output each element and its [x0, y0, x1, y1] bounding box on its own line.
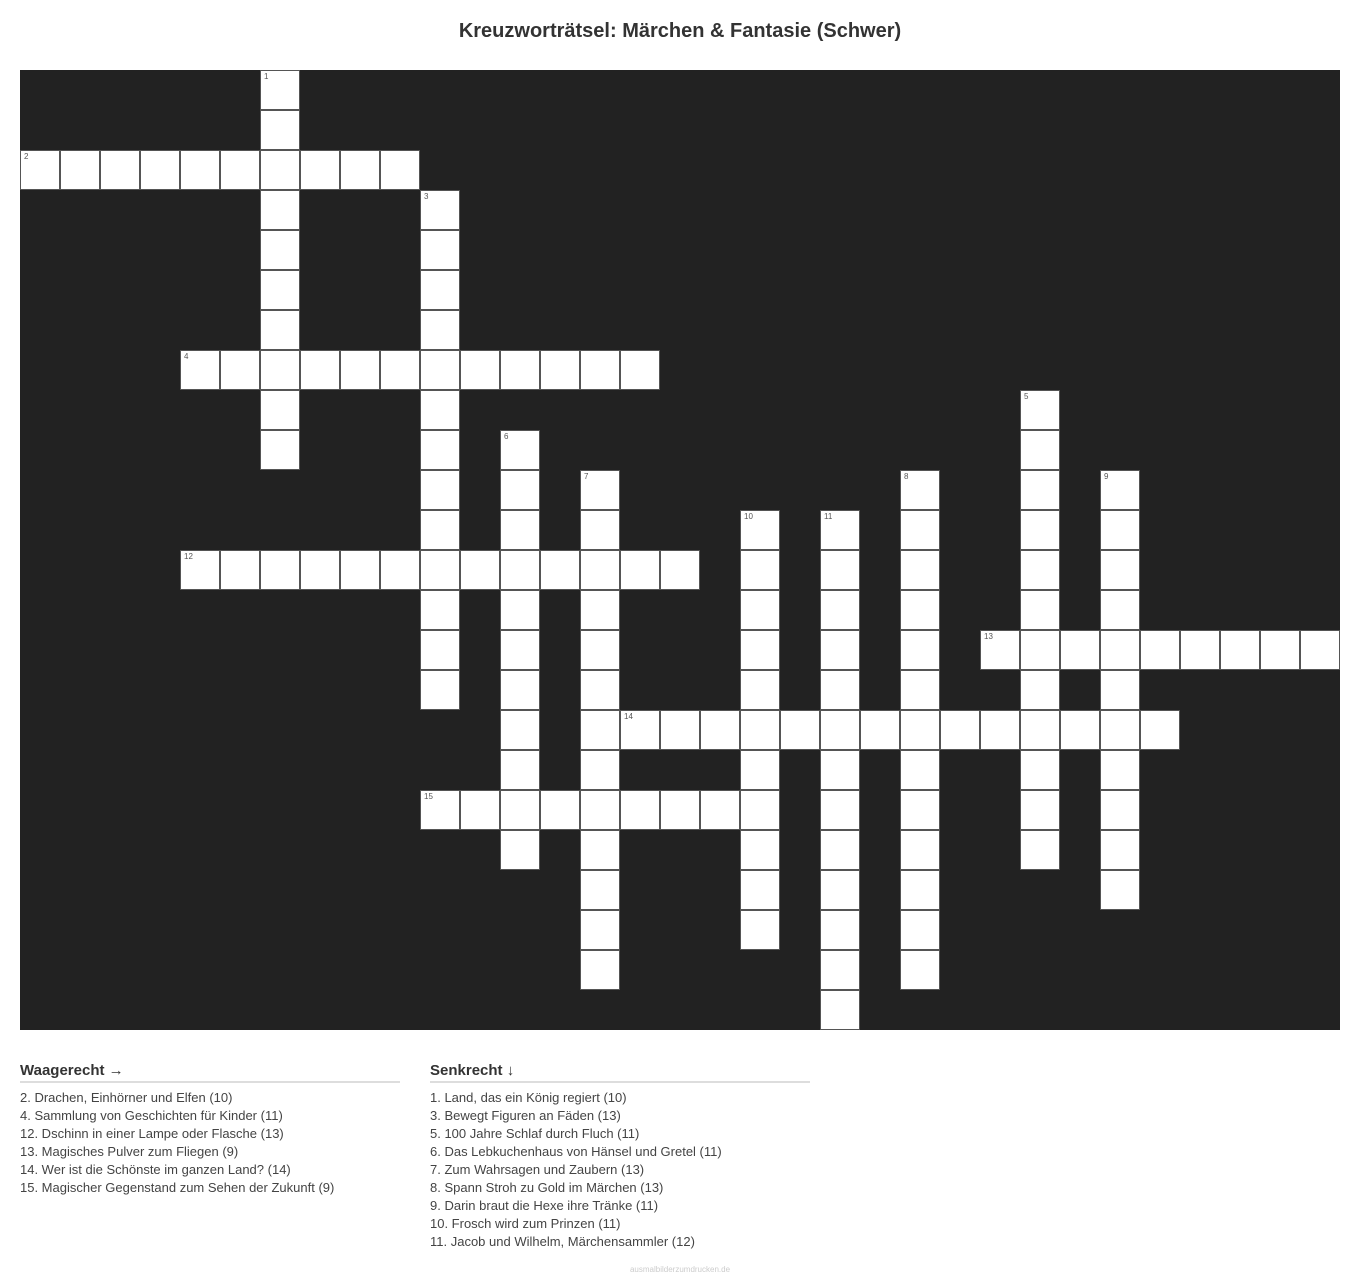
grid-cell[interactable]	[420, 350, 460, 390]
grid-cell[interactable]	[500, 510, 540, 550]
grid-cell[interactable]	[580, 710, 620, 750]
grid-cell[interactable]	[180, 150, 220, 190]
across-clue: 14. Wer ist die Schönste im ganzen Land? (14)	[20, 1162, 291, 1177]
clue-number: 2	[24, 152, 29, 161]
grid-cell[interactable]	[1300, 630, 1340, 670]
grid-cell[interactable]	[820, 750, 860, 790]
grid-cell[interactable]	[900, 510, 940, 550]
grid-cell[interactable]	[580, 670, 620, 710]
grid-cell[interactable]	[260, 310, 300, 350]
down-clue: 6. Das Lebkuchenhaus von Hänsel und Gretel (11)	[430, 1144, 722, 1159]
grid-cell[interactable]	[940, 710, 980, 750]
grid-cell[interactable]	[1020, 750, 1060, 790]
grid-cell[interactable]	[420, 550, 460, 590]
clue-number: 14	[624, 712, 633, 721]
grid-cell[interactable]	[860, 710, 900, 750]
grid-cell[interactable]	[420, 430, 460, 470]
grid-cell[interactable]	[900, 710, 940, 750]
grid-cell[interactable]	[140, 150, 180, 190]
grid-cell[interactable]	[580, 630, 620, 670]
grid-cell[interactable]	[420, 230, 460, 270]
grid-cell[interactable]	[340, 350, 380, 390]
grid-cell[interactable]	[1220, 630, 1260, 670]
down-clue: 9. Darin braut die Hexe ihre Tränke (11)	[430, 1198, 659, 1213]
down-heading: Senkrecht ↓	[430, 1062, 810, 1083]
grid-cell[interactable]	[900, 950, 940, 990]
grid-cell[interactable]	[700, 790, 740, 830]
grid-cell[interactable]	[340, 150, 380, 190]
grid-cell[interactable]	[1020, 390, 1060, 430]
down-clue-list	[430, 1089, 810, 1251]
grid-cell[interactable]	[1100, 870, 1140, 910]
grid-cell[interactable]	[740, 590, 780, 630]
grid-cell[interactable]	[500, 830, 540, 870]
grid-cell[interactable]	[380, 150, 420, 190]
grid-cell[interactable]	[1020, 790, 1060, 830]
grid-cell[interactable]	[1020, 510, 1060, 550]
grid-cell[interactable]	[740, 630, 780, 670]
across-heading: Waagerecht →	[20, 1062, 400, 1083]
down-clue: 11. Jacob und Wilhelm, Märchensammler (12)	[430, 1234, 695, 1249]
clue-number: 1	[264, 72, 269, 81]
grid-cell[interactable]	[740, 510, 780, 550]
grid-cell[interactable]	[420, 470, 460, 510]
clue-number: 9	[1104, 472, 1109, 481]
grid-cell[interactable]	[820, 870, 860, 910]
down-clue: 8. Spann Stroh zu Gold im Märchen (13)	[430, 1180, 664, 1195]
grid-cell[interactable]	[340, 550, 380, 590]
grid-cell[interactable]	[820, 990, 860, 1030]
across-clue: 13. Magisches Pulver zum Fliegen (9)	[20, 1144, 239, 1159]
clue-number: 4	[184, 352, 189, 361]
grid-cell[interactable]	[900, 910, 940, 950]
grid-cell[interactable]	[300, 550, 340, 590]
grid-cell[interactable]	[900, 750, 940, 790]
grid-cell[interactable]	[1020, 430, 1060, 470]
grid-cell[interactable]	[1100, 470, 1140, 510]
grid-cell[interactable]	[220, 350, 260, 390]
grid-cell[interactable]	[460, 350, 500, 390]
grid-cell[interactable]	[740, 870, 780, 910]
grid-cell[interactable]	[260, 150, 300, 190]
grid-cell[interactable]	[660, 550, 700, 590]
across-clue: 4. Sammlung von Geschichten für Kinder (11)	[20, 1108, 283, 1123]
grid-cell[interactable]	[460, 790, 500, 830]
grid-cell[interactable]	[420, 590, 460, 630]
grid-cell[interactable]	[900, 470, 940, 510]
grid-cell[interactable]	[500, 790, 540, 830]
grid-cell[interactable]	[260, 270, 300, 310]
grid-cell[interactable]	[500, 350, 540, 390]
grid-cell[interactable]	[500, 670, 540, 710]
grid-cell[interactable]	[740, 750, 780, 790]
down-clue: 7. Zum Wahrsagen und Zaubern (13)	[430, 1162, 645, 1177]
grid-cell[interactable]	[220, 550, 260, 590]
grid-cell[interactable]	[260, 430, 300, 470]
grid-cell[interactable]	[260, 350, 300, 390]
grid-cell[interactable]	[900, 590, 940, 630]
grid-cell[interactable]	[1140, 710, 1180, 750]
grid-cell[interactable]	[500, 630, 540, 670]
grid-cell[interactable]	[260, 70, 300, 110]
grid-cell[interactable]	[260, 550, 300, 590]
grid-cell[interactable]	[820, 910, 860, 950]
down-clue: 10. Frosch wird zum Prinzen (11)	[430, 1216, 621, 1231]
across-clue: 12. Dschinn in einer Lampe oder Flasche (13)	[20, 1126, 284, 1141]
grid-cell[interactable]	[740, 550, 780, 590]
clue-number: 10	[744, 512, 753, 521]
grid-cell[interactable]	[980, 630, 1020, 670]
clue-number: 15	[424, 792, 433, 801]
grid-cell[interactable]	[740, 710, 780, 750]
grid-cell[interactable]	[620, 790, 660, 830]
grid-cell[interactable]	[500, 430, 540, 470]
down-clue: 3. Bewegt Figuren an Fäden (13)	[430, 1108, 621, 1123]
grid-cell[interactable]	[740, 910, 780, 950]
grid-cell[interactable]	[1060, 630, 1100, 670]
grid-cell[interactable]	[100, 150, 140, 190]
grid-cell[interactable]	[1100, 750, 1140, 790]
grid-cell[interactable]	[300, 350, 340, 390]
grid-cell[interactable]	[820, 630, 860, 670]
across-clues	[20, 1062, 400, 1197]
grid-cell[interactable]	[380, 550, 420, 590]
grid-cell[interactable]	[1100, 670, 1140, 710]
grid-cell[interactable]	[500, 590, 540, 630]
grid-cell[interactable]	[420, 630, 460, 670]
grid-cell[interactable]	[820, 510, 860, 550]
grid-cell[interactable]	[540, 350, 580, 390]
grid-cell[interactable]	[580, 470, 620, 510]
clue-number: 3	[424, 192, 429, 201]
grid-cell[interactable]	[1020, 710, 1060, 750]
grid-cell[interactable]	[580, 830, 620, 870]
grid-cell[interactable]	[500, 750, 540, 790]
grid-cell[interactable]	[420, 190, 460, 230]
across-clue: 15. Magischer Gegenstand zum Sehen der Zukunft (9)	[20, 1180, 335, 1195]
grid-cell[interactable]	[1100, 790, 1140, 830]
grid-cell[interactable]	[220, 150, 260, 190]
grid-cell[interactable]	[420, 310, 460, 350]
down-clue: 1. Land, das ein König regiert (10)	[430, 1090, 627, 1105]
grid-cell[interactable]	[1020, 670, 1060, 710]
grid-cell[interactable]	[820, 710, 860, 750]
grid-cell[interactable]	[580, 590, 620, 630]
grid-cell[interactable]	[180, 350, 220, 390]
grid-cell[interactable]	[420, 510, 460, 550]
grid-cell[interactable]	[660, 790, 700, 830]
clue-number: 7	[584, 472, 589, 481]
grid-cell[interactable]	[620, 710, 660, 750]
grid-cell[interactable]	[580, 550, 620, 590]
grid-cell[interactable]	[1020, 830, 1060, 870]
grid-cell[interactable]	[380, 350, 420, 390]
down-clues	[430, 1062, 810, 1251]
grid-cell[interactable]	[1100, 710, 1140, 750]
grid-cell[interactable]	[1100, 590, 1140, 630]
grid-cell[interactable]	[780, 710, 820, 750]
grid-cell[interactable]	[1100, 550, 1140, 590]
grid-cell[interactable]	[900, 630, 940, 670]
grid-cell[interactable]	[260, 190, 300, 230]
clue-number: 8	[904, 472, 909, 481]
grid-cell[interactable]	[580, 750, 620, 790]
grid-cell[interactable]	[1020, 550, 1060, 590]
grid-cell[interactable]	[980, 710, 1020, 750]
grid-cell[interactable]	[580, 950, 620, 990]
grid-cell[interactable]	[740, 670, 780, 710]
grid-cell[interactable]	[1100, 830, 1140, 870]
grid-cell[interactable]	[300, 150, 340, 190]
grid-cell[interactable]	[900, 670, 940, 710]
grid-cell[interactable]	[660, 710, 700, 750]
grid-cell[interactable]	[900, 550, 940, 590]
clue-number: 6	[504, 432, 509, 441]
grid-cell[interactable]	[500, 710, 540, 750]
grid-cell[interactable]	[1100, 510, 1140, 550]
grid-cell[interactable]	[1060, 710, 1100, 750]
grid-cell[interactable]	[820, 950, 860, 990]
crossword-grid	[20, 70, 1340, 1030]
grid-cell[interactable]	[1020, 470, 1060, 510]
across-clue: 2. Drachen, Einhörner und Elfen (10)	[20, 1090, 233, 1105]
grid-cell[interactable]	[620, 550, 660, 590]
clue-number: 13	[984, 632, 993, 641]
grid-cell[interactable]	[500, 470, 540, 510]
grid-cell[interactable]	[580, 870, 620, 910]
grid-cell[interactable]	[820, 590, 860, 630]
grid-cell[interactable]	[260, 110, 300, 150]
grid-cell[interactable]	[420, 390, 460, 430]
clue-number: 11	[824, 512, 833, 521]
grid-cell[interactable]	[60, 150, 100, 190]
grid-cell[interactable]	[1020, 630, 1060, 670]
grid-cell[interactable]	[540, 790, 580, 830]
grid-cell[interactable]	[900, 870, 940, 910]
down-clue: 5. 100 Jahre Schlaf durch Fluch (11)	[430, 1126, 640, 1141]
grid-cell[interactable]	[1140, 630, 1180, 670]
grid-cell[interactable]	[180, 550, 220, 590]
clue-number: 5	[1024, 392, 1029, 401]
grid-cell[interactable]	[700, 710, 740, 750]
grid-cell[interactable]	[260, 230, 300, 270]
grid-cell[interactable]	[420, 790, 460, 830]
grid-cell[interactable]	[460, 550, 500, 590]
grid-cell[interactable]	[1020, 590, 1060, 630]
grid-cell[interactable]	[740, 830, 780, 870]
grid-cell[interactable]	[1180, 630, 1220, 670]
grid-cell[interactable]	[820, 830, 860, 870]
grid-cell[interactable]	[420, 270, 460, 310]
grid-cell[interactable]	[1260, 630, 1300, 670]
page-title: Kreuzworträtsel: Märchen & Fantasie (Schwer)	[458, 20, 902, 42]
grid-cell[interactable]	[540, 550, 580, 590]
grid-cell[interactable]	[580, 510, 620, 550]
clue-number: 12	[184, 552, 193, 561]
grid-cell[interactable]	[580, 790, 620, 830]
grid-cell[interactable]	[820, 790, 860, 830]
grid-cell[interactable]	[820, 670, 860, 710]
across-clue-list	[20, 1089, 400, 1197]
grid-cell[interactable]	[420, 670, 460, 710]
grid-cell[interactable]	[500, 550, 540, 590]
grid-cell[interactable]	[260, 390, 300, 430]
grid-cell[interactable]	[580, 350, 620, 390]
grid-cell[interactable]	[820, 550, 860, 590]
grid-cell[interactable]	[580, 910, 620, 950]
grid-cell[interactable]	[740, 790, 780, 830]
grid-cell[interactable]	[900, 790, 940, 830]
grid-cell[interactable]	[900, 830, 940, 870]
grid-cell[interactable]	[1100, 630, 1140, 670]
footer-credit: ausmalbilderzumdrucken.de	[629, 1265, 731, 1274]
grid-cell[interactable]	[20, 150, 60, 190]
grid-cell[interactable]	[620, 350, 660, 390]
